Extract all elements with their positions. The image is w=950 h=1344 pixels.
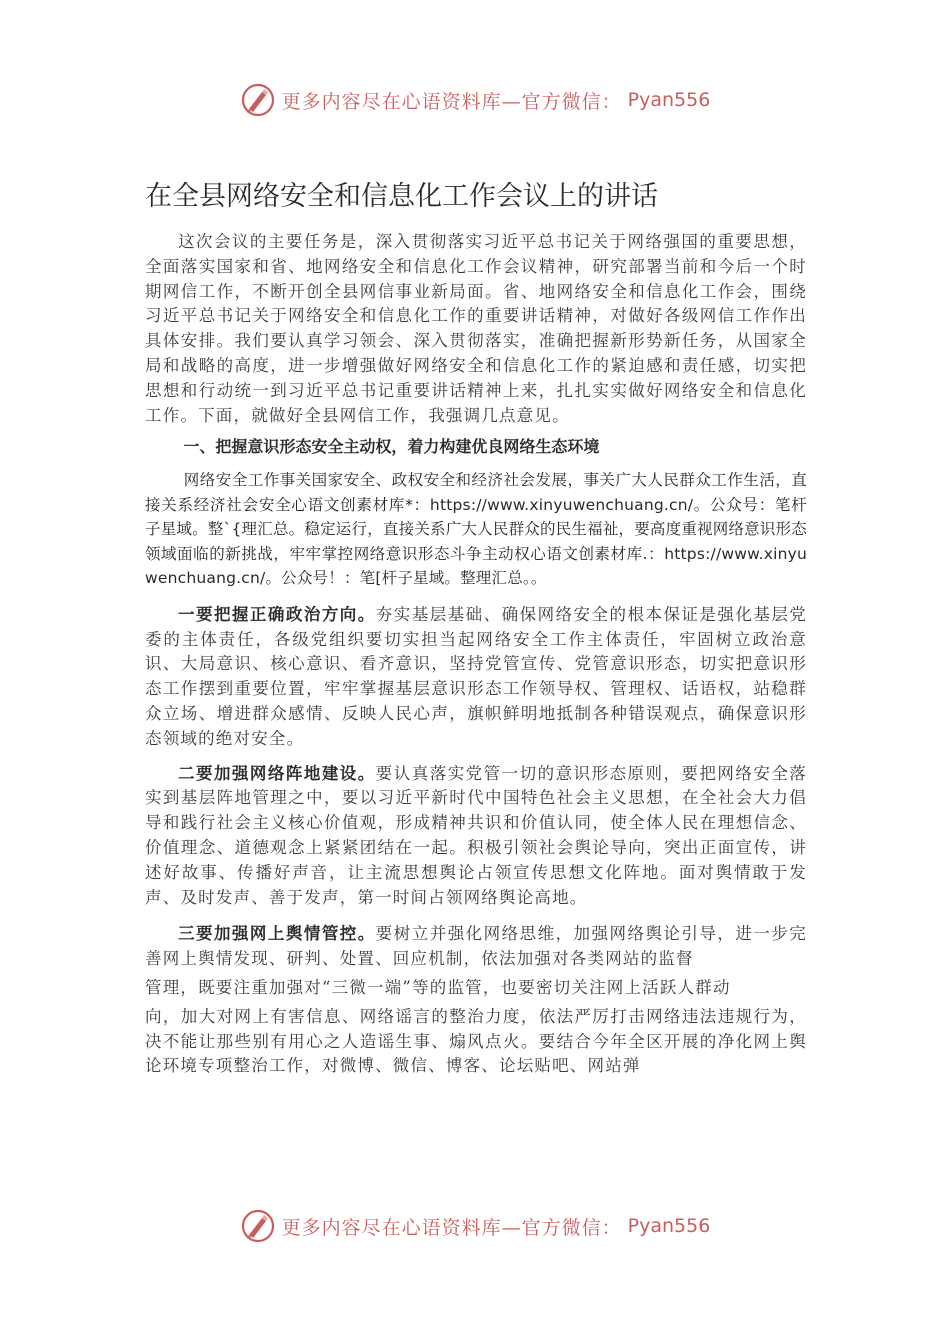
line-gap bbox=[145, 972, 807, 976]
point-three-text-1: 要树立并强化网络思维，加强网络舆论引导，进一步完善网上舆情发现、研判、处置、回应机制，依法加强对各类网站的监督 bbox=[145, 924, 807, 969]
pen-logo-icon bbox=[240, 82, 276, 118]
banner-text: 更多内容尽在心语资料库—官方微信： bbox=[281, 1216, 622, 1239]
point-one-paragraph bbox=[145, 603, 807, 752]
point-two-paragraph bbox=[145, 762, 807, 911]
pen-logo-icon bbox=[240, 1208, 276, 1244]
point-three-text-3: 向，加大对网上有害信息、网络谣言的整治力度，依法严厉打击网络违法违规行为，决不能让那些别有用心之人造谣生事、煽风点火。要结合今年全区开展的净化网上舆论环境专项整治工作，对微博、微信、博客、论坛贴吧、网站弹 bbox=[145, 1006, 807, 1076]
footer-banner bbox=[0, 1208, 950, 1244]
point-three-paragraph bbox=[145, 922, 807, 1079]
header-banner bbox=[0, 82, 950, 118]
section-heading: 一、把握意识形态安全主动权，着力构建优良网络生态环境 bbox=[183, 437, 600, 457]
intro-paragraph: 这次会议的主要任务是，深入贯彻落实习近平总书记关于网络强国的重要思想，全面落实国家和省、地网络安全和信息化工作会议精神，研究部署当前和今后一个时期网信工作，不断开创全县网信事业新局面。省、地网络安全和信息化工作会，围绕习近平总书记关于网络安全和信息化工作的重要讲话精神，对做好各级网信工作作出具体安排。我们要认真学习领会、深入贯彻落实，准确把握新形势新任务，从国家全局和战略的高度，进一步增强做好网络安全和信息化工作的紧迫感和责任感，切实把思想和行动统一到习近平总书记重要讲话精神上来，扎扎实实做好网络安全和信息化工作。下面，就做好全县网信工作，我强调几点意见。 bbox=[145, 232, 807, 425]
document-body bbox=[145, 230, 807, 1079]
section-body-paragraph: 网络安全工作事关国家安全、政权安全和经济社会发展，事关广大人民群众工作生活，直接关系经济社会安全心语文创素材库*：https://www.xinyuwenchuang.cn/。公众号：笔杆子星域。整`{理汇总。稳定运行，直接关系广大人民群众的民生福祉，要高度重视网络意识形态领域面临的新挑战，牢牢掌控网络意识形态斗争主动权心语文创素材库.：https://www.xinyuwenchuang.cn/。公众号！：笔[杆子星域。整理汇总。。 bbox=[145, 471, 807, 588]
line-gap bbox=[145, 1001, 807, 1005]
banner-wechat-id: Pyan556 bbox=[627, 1215, 711, 1237]
point-three-text-2: 管理，既要注重加强对“三微一端”等的监管，也要密切关注网上活跃人群动 bbox=[145, 978, 731, 998]
point-one-lead: 一要把握正确政治方向。 bbox=[178, 604, 376, 624]
banner-text: 更多内容尽在心语资料库—官方微信： bbox=[281, 90, 622, 113]
page-title: 在全县网络安全和信息化工作会议上的讲话 bbox=[145, 181, 658, 212]
point-one-text: 夯实基层基础、确保网络安全的根本保证是强化基层党委的主体责任，各级党组织要切实担当起网络安全工作主体责任，牢固树立政治意识、大局意识、核心意识、看齐意识，坚持党管宣传、党管意识形态，切实把意识形态工作摆到重要位置，牢牢掌握基层意识形态工作领导权、管理权、话语权，站稳群众立场、增进群众感情、反映人民心声，旗帜鲜明地抵制各种错误观点，确保意识形态领域的绝对安全。 bbox=[145, 604, 807, 748]
banner-wechat-id: Pyan556 bbox=[627, 89, 711, 111]
point-two-text: 要认真落实党管一切的意识形态原则，要把网络安全落实到基层阵地管理之中，要以习近平新时代中国特色社会主义思想，在全社会大力倡导和践行社会主义核心价值观，形成精神共识和价值认同，使全体人民在理想信念、价值理念、道德观念上紧紧团结在一起。积极引领社会舆论导向，突出正面宣传，讲述好故事、传播好声音，让主流思想舆论占领宣传思想文化阵地。面对舆情敢于发声、及时发声、善于发声，第一时间占领网络舆论高地。 bbox=[145, 763, 807, 907]
point-three-lead: 三要加强网上舆情管控。 bbox=[178, 924, 376, 944]
point-two-lead: 二要加强网络阵地建设。 bbox=[178, 763, 376, 783]
